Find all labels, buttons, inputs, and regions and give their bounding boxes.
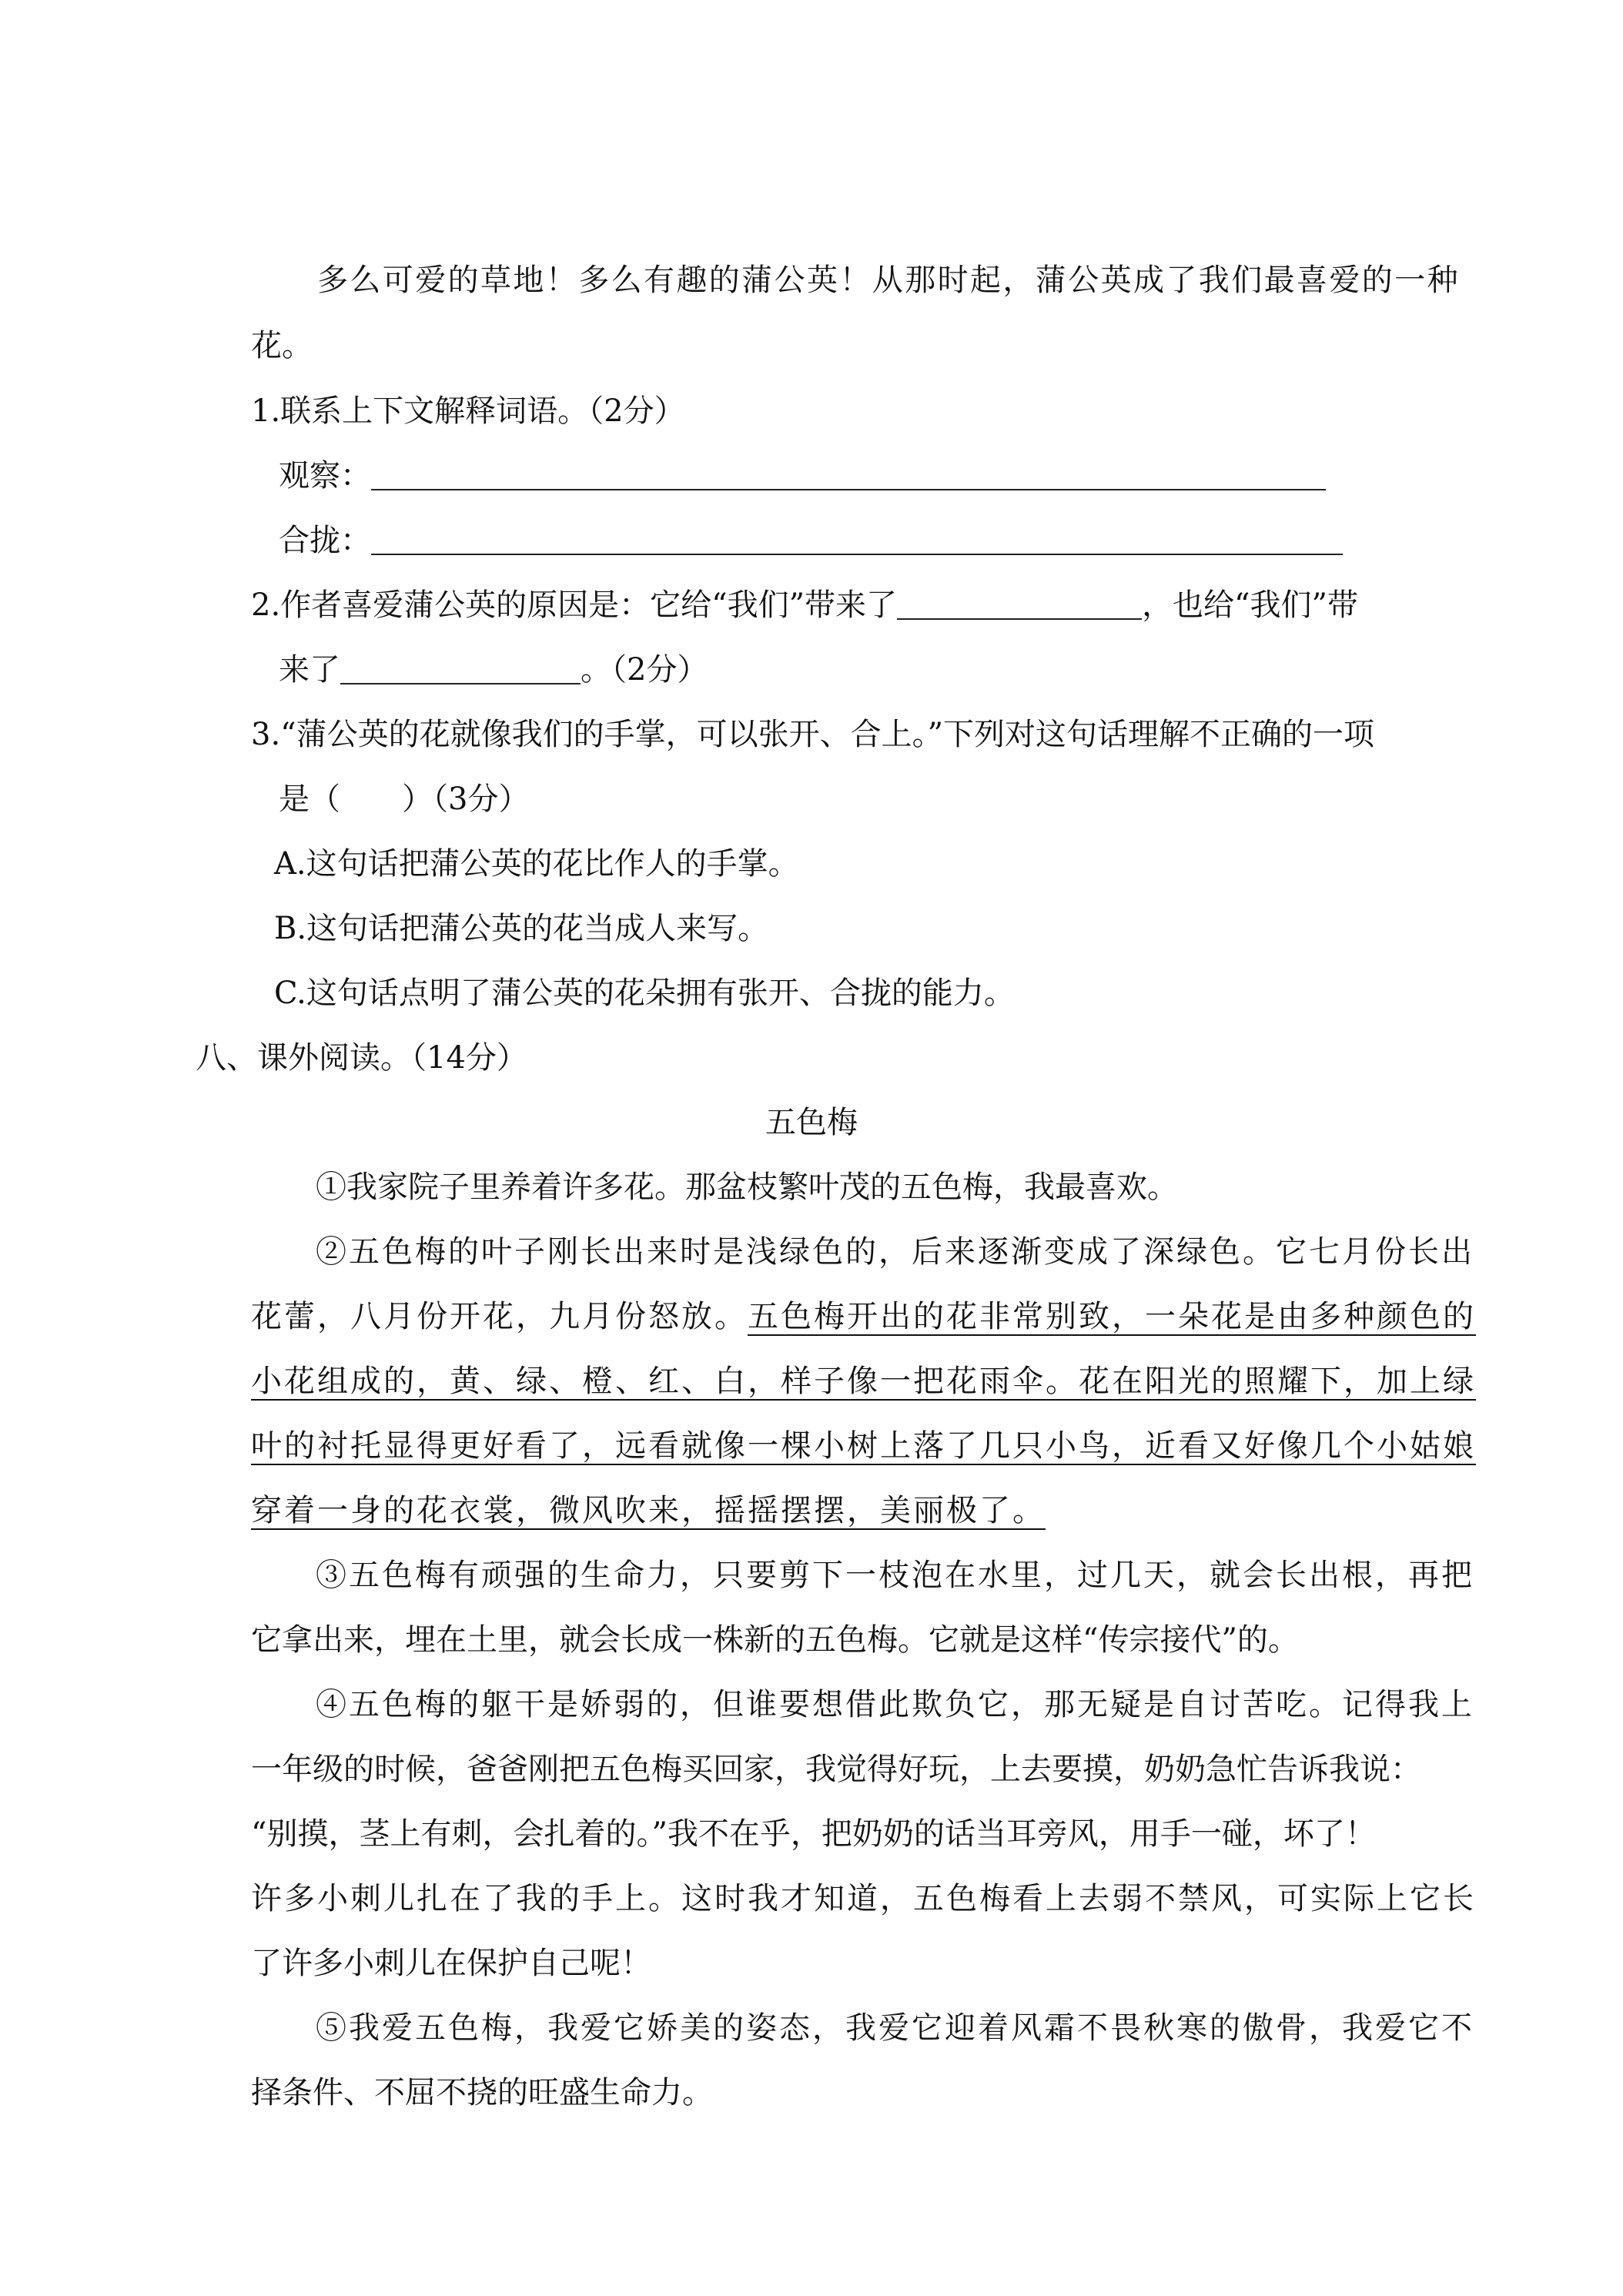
question-3-line-2: 是（ ）（3分） xyxy=(279,782,530,817)
paragraph-2-line-1: ②五色梅的叶子刚长出来时是浅绿色的，后来逐渐变成了深绿色。它七月份长出 xyxy=(316,1234,1474,1270)
option-b[interactable]: B.这句话把蒲公英的花当成人来写。 xyxy=(274,911,769,946)
option-c[interactable]: C.这句话点明了蒲公英的花朵拥有张开、合拢的能力。 xyxy=(274,976,1015,1011)
question-1-word-1 xyxy=(279,454,1326,497)
question-1-word-2 xyxy=(279,519,1343,562)
answer-blank-close[interactable] xyxy=(371,523,1343,555)
paragraph-2-line-2 xyxy=(251,1295,1476,1338)
paragraph-4-line-1: ④五色梅的躯干是娇弱的，但谁要想借此欺负它，那无疑是自讨苦吃。记得我上 xyxy=(316,1687,1474,1722)
paragraph-5-line-1: ⑤我爱五色梅，我爱它娇美的姿态，我爱它迎着风霜不畏秋寒的傲骨，我爱它不 xyxy=(316,2010,1474,2046)
paragraph-2-line-4: 叶的衬托显得更好看了，远看就像一棵小树上落了几只小鸟，近看又好像几个小姑娘 xyxy=(251,1428,1476,1464)
option-a[interactable]: A.这句话把蒲公英的花比作人的手掌。 xyxy=(274,846,799,882)
paragraph-4-line-3: “别摸，茎上有刺，会扎着的。”我不在乎，把奶奶的话当耳旁风，用手一碰，坏了！ xyxy=(251,1816,1376,1852)
paragraph-2-line-3: 小花组成的，黄、绿、橙、红、白，样子像一把花雨伞。花在阳光的照耀下，加上绿 xyxy=(251,1364,1476,1399)
paragraph-4-line-2: 一年级的时候，爸爸刚把五色梅买回家，我觉得好玩，上去要摸，奶奶急忙告诉我说： xyxy=(251,1752,1421,1787)
question-2-line-1 xyxy=(251,584,1358,627)
paragraph-3-line-2: 它拿出来，埋在土里，就会长成一株新的五色梅。它就是这样“传宗接代”的。 xyxy=(251,1622,1299,1658)
prev-passage-line-1: 多么可爱的草地！多么有趣的蒲公英！从那时起，蒲公英成了我们最喜爱的一种 xyxy=(317,263,1460,298)
answer-blank-reason-1[interactable] xyxy=(897,587,1142,620)
question-2-text-b: ，也给“我们”带 xyxy=(1142,587,1358,623)
word-1-label: 观察： xyxy=(279,458,371,494)
question-3-line-1: 3.“蒲公英的花就像我们的手掌，可以张开、合上。”下列对这句话理解不正确的一项 xyxy=(251,717,1375,752)
underlined-sentence-start: 五色梅开出的花非常别致，一朵花是由多种颜色的 xyxy=(748,1299,1476,1334)
question-2-line-2 xyxy=(279,648,708,691)
question-1-stem: 1.联系上下文解释词语。（2分） xyxy=(251,393,685,429)
section-8-heading: 八、课外阅读。（14分） xyxy=(196,1040,527,1076)
paragraph-5-line-2: 择条件、不屈不挠的旺盛生命力。 xyxy=(251,2075,713,2110)
paragraph-4-line-4: 许多小刺儿扎在了我的手上。这时我才知道，五色梅看上去弱不禁风，可实际上它长 xyxy=(251,1881,1476,1916)
answer-blank-observe[interactable] xyxy=(371,458,1326,490)
question-2-text-d: 。（2分） xyxy=(581,652,708,688)
paragraph-2-plain: 花蕾，八月份开花，九月份怒放。 xyxy=(251,1299,748,1334)
answer-blank-reason-2[interactable] xyxy=(340,652,581,684)
word-2-label: 合拢： xyxy=(279,523,371,558)
passage-title: 五色梅 xyxy=(765,1105,858,1140)
paragraph-1: ①我家院子里养着许多花。那盆枝繁叶茂的五色梅，我最喜欢。 xyxy=(316,1170,1178,1205)
prev-passage-line-2: 花。 xyxy=(251,328,313,363)
paragraph-4-line-5: 了许多小刺儿在保护自己呢！ xyxy=(251,1946,651,1981)
question-2-text-c: 来了 xyxy=(279,652,340,688)
question-2-text-a: 2.作者喜爱蒲公英的原因是：它给“我们”带来了 xyxy=(251,587,898,623)
paragraph-2-line-5: 穿着一身的花衣裳，微风吹来，摇摇摆摆，美丽极了。 xyxy=(251,1493,1046,1528)
paragraph-3-line-1: ③五色梅有顽强的生命力，只要剪下一枝泡在水里，过几天，就会长出根，再把 xyxy=(316,1558,1474,1593)
